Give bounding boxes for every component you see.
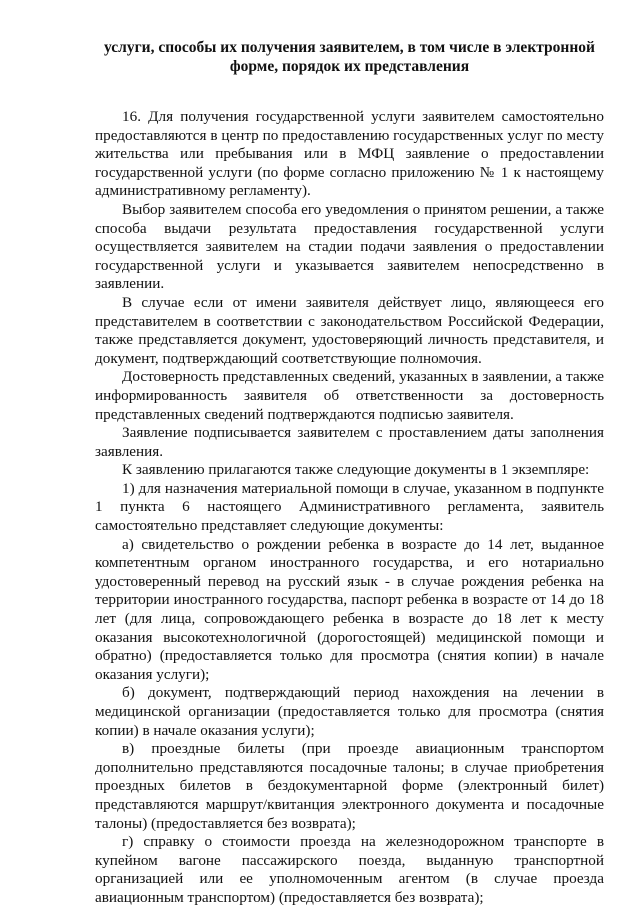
paragraph-16: 16. Для получения государственной услуги заявителем самостоятельно предоставляются в центр по предоставлению государственных услуг по месту жительства или пребывания или в МФЦ заявление о предоставлении государственной услуги (по форме согласно приложению № 1 к настоящему административному регламенту). xyxy=(95,108,604,200)
list-item-1a: а) свидетельство о рождении ребенка в возрасте до 14 лет, выданное компетентным органом иностранного государства, и его нотариально удостоверенный перевод на русский язык - в случае рождения ребенка на территории иностранного государства, паспорт ребенка в возрасте от 14 до 18 лет (для лица, сопровождающего ребенка в возрасте до 18 лет к месту оказания высокотехнологичной (дорогостоящей) медицинской помощи и обратно) (предоставляется только для просмотра (снятия копии) в начале оказания услуги); xyxy=(95,535,604,683)
paragraph-representative: В случае если от имени заявителя действует лицо, являющееся его представителем в соответствии с законодательством Российской Федерации, также представляется документ, удостоверяющий личность представителя, и документ, подтверждающий соответствующие полномочия. xyxy=(95,293,604,367)
paragraph-notification-choice: Выбор заявителем способа его уведомления о принятом решении, а также способа выдачи результата предоставления государственной услуги осуществляется заявителем на стадии подачи заявления о предоставлении государственной услуги и указывается заявителем непосредственно в заявлении. xyxy=(95,200,604,293)
section-heading xyxy=(95,38,604,76)
paragraph-signature: Заявление подписывается заявителем с проставлением даты заполнения заявления. xyxy=(95,424,604,460)
paragraph-attachments: К заявлению прилагаются также следующие документы в 1 экземпляре: xyxy=(122,461,590,479)
list-item-1b: б) документ, подтверждающий период нахождения на лечении в медицинской организации (предоставляется только для просмотра (снятия копии) в начале оказания услуги); xyxy=(95,684,604,739)
section-heading-line-1: услуги, способы их получения заявителем, в том числе в электронной xyxy=(104,39,595,56)
document-body xyxy=(95,108,604,908)
paragraph-reliability: Достоверность представленных сведений, указанных в заявлении, а также информированность заявителя об ответственности за достоверность представленных сведений подтверждаются подписью заявителя. xyxy=(95,368,604,423)
section-heading-line-2: форме, порядок их представления xyxy=(229,58,470,75)
list-item-1g: г) справку о стоимости проезда на железнодорожном транспорте в купейном вагоне пассажирского поезда, выданную транспортной организацией или ее уполномоченным агентом (в случае проезда авиационным транспортом) (предоставляется без возврата); xyxy=(95,833,604,906)
list-item-1v: в) проездные билеты (при проезде авиационным транспортом дополнительно представляются посадочные талоны; в случае приобретения проездных билетов в бездокументарной форме (электронный билет) представляются маршрут/квитанция электронного документа и посадочные талоны) (предоставляется без возврата); xyxy=(95,740,604,832)
list-item-1: 1) для назначения материальной помощи в случае, указанном в подпункте 1 пункта 6 настоящего Административного регламента, заявитель самостоятельно представляет следующие документы: xyxy=(95,479,604,535)
